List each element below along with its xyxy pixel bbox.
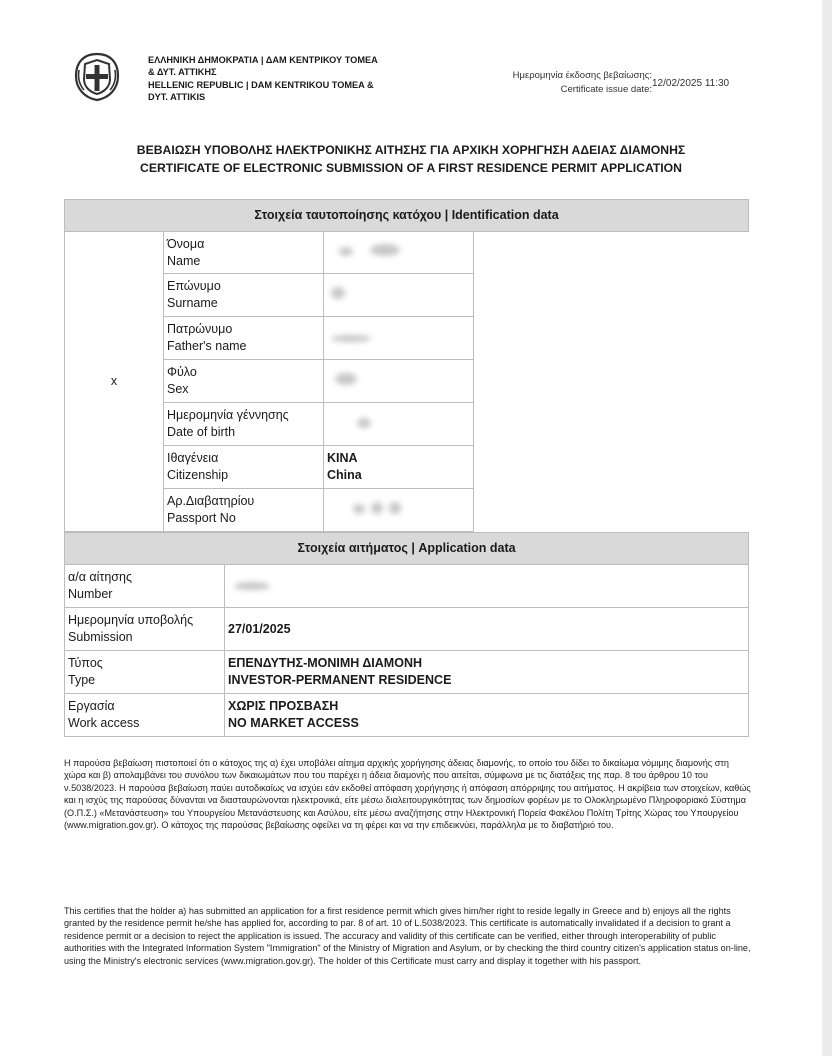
application-type-value: ΕΠΕΝΔΥΤΗΣ-ΜΟΝΙΜΗ ΔΙΑΜΟΝΗ INVESTOR-PERMANENT RESIDENCE <box>225 651 749 694</box>
hellenic-coat-of-arms-icon <box>72 52 122 102</box>
legal-note-english: This certifies that the holder a) has submitted an application for a first residence permit which gives him/her right to reside legally in Greece and b) enjoys all the rights granted by the residence permit he/she has applied for, according to par. 8 of art. 10 of L.5038/2023. This certificate is automatically invalidated if a decision to grant a residence permit or a decision to reject the application is issued. The accuracy and validity of this certificate can be verified, either through interoperability of public authorities with the Integrated Information System "Immigration" of the Ministry of Migration and Asylum, or by checking the third country citizen's application status on-line, using the Ministry's electronic services (www.migration.gov.gr). The holder of this Certificate must carry and display it together with his passport. <box>64 906 751 966</box>
issue-date-value: 12/02/2025 11:30 <box>652 78 730 89</box>
field-label: Τύπος Type <box>65 651 225 694</box>
field-label: Ημερομηνία υποβολής Submission <box>65 608 225 651</box>
field-label: Πατρώνυμο Father's name <box>164 317 324 360</box>
field-label: Εργασία Work access <box>65 694 225 737</box>
issue-date-label <box>462 69 652 97</box>
title-greek: ΒΕΒΑΙΩΣΗ ΥΠΟΒΟΛΗΣ ΗΛΕΚΤΡΟΝΙΚΗΣ ΑΙΤΗΣΗΣ ΓΙΑ ΑΡΧΙΚΗ ΧΟΡΗΓΗΣΗ ΑΔΕΙΑΣ ΔΙΑΜΟΝΗΣ <box>136 143 686 157</box>
identification-section-title: Στοιχεία ταυτοποίησης κατόχου | Identification data <box>65 200 749 232</box>
title-english: CERTIFICATE OF ELECTRONIC SUBMISSION OF A FIRST RESIDENCE PERMIT APPLICATION <box>140 161 682 175</box>
citizenship-value: KINA China <box>324 446 474 489</box>
field-value-redacted <box>324 489 474 532</box>
field-value-redacted <box>324 403 474 446</box>
field-label: Επώνυμο Surname <box>164 274 324 317</box>
application-table <box>64 532 749 737</box>
issuer-line: & ΔΥΤ. ΑΤΤΙΚΗΣ <box>148 67 217 78</box>
page-edge <box>822 0 832 1056</box>
issuer-line: DYT. ATTIKIS <box>148 92 206 103</box>
field-label: Αρ.Διαβατηρίου Passport No <box>164 489 324 532</box>
issuer-line: HELLENIC REPUBLIC | DAM KENTRIKOU TOMEA & <box>148 79 374 90</box>
field-value-redacted <box>324 274 474 317</box>
submission-date-value: 27/01/2025 <box>225 608 749 651</box>
legal-note-greek: Η παρούσα βεβαίωση πιστοποιεί ότι ο κάτοχος της α) έχει υποβάλει αίτημα αρχικής χορήγησης άδειας διαμονής, το οποίο του δίδει το δικαίωμα νόμιμης διαμονής στη χώρα και β) απολαμβάνει του συνόλου των δικαιωμάτων που του παρέχει η άδεια διαμονής που αιτείται, σύμφωνα με τις διατάξεις της παρ. 8 του άρθρου 10 του ν.5038/2023. Η παρούσα βεβαίωση παύει αυτοδικαίως να ισχύει εάν εκδοθεί απόφαση χορήγησης ή απόφαση απόρριψης του αιτήματος. Η ακρίβεια των στοιχείων, καθώς και η ισχύς της παρούσας δύνανται να διασταυρώνονται ηλεκτρονικά, είτε μέσω διαλειτουργικότητας των δημοσίων φορέων με το Ολοκληρωμένο Πληροφοριακό Σύστημα (Ο.Π.Σ.) «Μετανάστευση» του Υπουργείου Μετανάστευσης και Ασύλου, είτε μέσω αναζήτησης στην Ηλεκτρονική Πορεία Φακέλου Πολίτη Τρίτης Χώρας του Υπουργείου (www.migration.gov.gr). Ο κάτοχος της παρούσας βεβαίωσης οφείλει να τη φέρει και να την επιδεικνύει, παράλληλα με το διαβατήριό του. <box>64 758 751 831</box>
issuer-line: ΕΛΛΗΝΙΚΗ ΔΗΜΟΚΡΑΤΙΑ | ΔΑΜ ΚΕΝΤΡΙΚΟΥ ΤΟΜΕΑ <box>148 55 378 65</box>
field-value-redacted <box>324 360 474 403</box>
application-number-redacted <box>225 565 749 608</box>
field-label: Φύλο Sex <box>164 360 324 403</box>
issue-date-label-gr: Ημερομηνία έκδοσης βεβαίωσης: <box>512 70 652 81</box>
work-access-value: ΧΩΡΙΣ ΠΡΟΣΒΑΣΗ NO MARKET ACCESS <box>225 694 749 737</box>
field-label: α/α αίτησης Number <box>65 565 225 608</box>
field-value-redacted <box>324 232 474 274</box>
field-label: Όνομα Name <box>164 232 324 274</box>
field-label: Ιθαγένεια Citizenship <box>164 446 324 489</box>
issue-date-label-en: Certificate issue date: <box>560 84 652 95</box>
identification-table <box>64 199 749 532</box>
document-title <box>40 141 782 177</box>
issuer-block <box>148 54 448 104</box>
field-value-redacted <box>324 317 474 360</box>
holder-photo-placeholder: x <box>65 232 164 532</box>
field-label: Ημερομηνία γέννησης Date of birth <box>164 403 324 446</box>
application-section-title: Στοιχεία αιτήματος | Application data <box>65 533 749 565</box>
